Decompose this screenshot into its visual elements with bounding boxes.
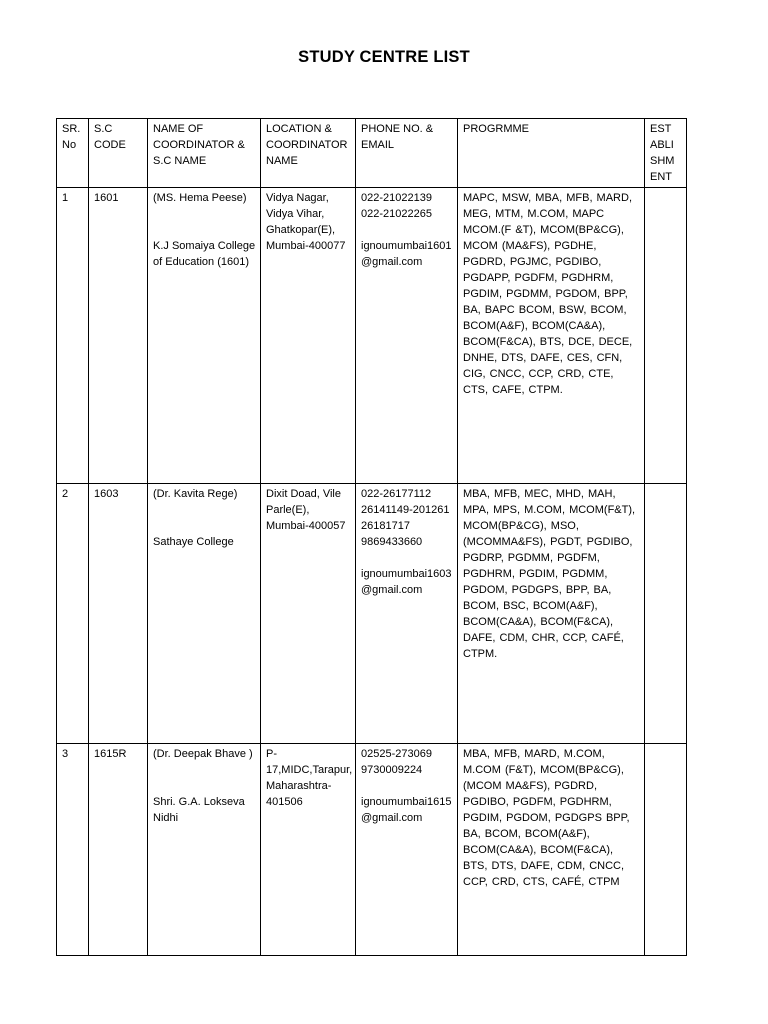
header-programme: PROGRMME: [458, 119, 645, 188]
coordinator-name: (Dr. Deepak Bhave ): [153, 748, 253, 760]
sr-no-cell: 1: [57, 188, 89, 484]
centre-name: Sathaye College: [153, 536, 234, 548]
phone-number: 022-21022139: [361, 192, 432, 204]
phone-number: 02525-273069: [361, 748, 432, 760]
phone-number: 9869433660: [361, 536, 423, 548]
coordinator-cell: [148, 744, 261, 956]
phone-number: 9730009224: [361, 764, 423, 776]
centre-name: K.J Somaiya College of Education (1601): [153, 240, 256, 268]
sc-code-cell: 1601: [89, 188, 148, 484]
email-address: ignoumumbai1601@gmail.com: [361, 240, 452, 268]
programme-cell: MAPC, MSW, MBA, MFB, MARD, MEG, MTM, M.COM, MAPC MCOM.(F &T), MCOM(BP&CG), MCOM (MA&FS), PGDHE, PGDRD, PGJMC, PGDIBO, PGDAPP, PGDFM, PGDHRM, PGDIM, PGDMM, PGDOM, BPP, BA, BAPC BCOM, BSW, BCOM, BCOM(A&F), BCOM(CA&A), BCOM(F&CA), BTS, DCE, DECE, DNHE, DTS, DAFE, CES, CFN, CIG, CNCC, CCP, CRD, CTE, CTS, CAFE, CTPM.: [458, 188, 645, 484]
coordinator-name: (Dr. Kavita Rege): [153, 488, 238, 500]
table-row: [57, 188, 687, 484]
email-address: ignoumumbai1615@gmail.com: [361, 796, 452, 824]
phone-email-cell: [356, 484, 458, 744]
coordinator-cell: [148, 188, 261, 484]
table-row: [57, 484, 687, 744]
header-location: LOCATION & COORDINATOR NAME: [261, 119, 356, 188]
programme-cell: MBA, MFB, MARD, M.COM, M.COM (F&T), MCOM(BP&CG), (MCOM MA&FS), PGDRD, PGDIBO, PGDFM, PGDHRM, PGDIM, PGDOM, PGDGPS BPP, BA, BCOM, BCOM(A&F), BCOM(CA&A), BCOM(F&CA), BTS, DTS, DAFE, CDM, CNCC, CCP, CRD, CTS, CAFÉ, CTPM: [458, 744, 645, 956]
header-sc-code: S.C CODE: [89, 119, 148, 188]
sr-no-cell: 2: [57, 484, 89, 744]
coordinator-cell: [148, 484, 261, 744]
page-title: STUDY CENTRE LIST: [298, 48, 470, 66]
table-row: [57, 744, 687, 956]
header-phone: PHONE NO. & EMAIL: [356, 119, 458, 188]
header-sr-no: SR. No: [57, 119, 89, 188]
phone-number: 022-21022265: [361, 208, 432, 220]
header-establishment: EST ABLI SHM ENT: [645, 119, 687, 188]
phone-email-cell: [356, 744, 458, 956]
coordinator-name: (MS. Hema Peese): [153, 192, 247, 204]
establishment-cell: [645, 188, 687, 484]
email-address: ignoumumbai1603@gmail.com: [361, 568, 452, 596]
table-header-row: [57, 119, 687, 188]
sr-no-cell: 3: [57, 744, 89, 956]
centre-name: Shri. G.A. Lokseva Nidhi: [153, 796, 245, 824]
study-centre-table: [56, 118, 687, 956]
location-cell: Dixit Doad, Vile Parle(E), Mumbai-400057: [261, 484, 356, 744]
programme-cell: MBA, MFB, MEC, MHD, MAH, MPA, MPS, M.COM, MCOM(F&T), MCOM(BP&CG), MSO, (MCOMMA&FS), PGDT, PGDIBO, PGDRP, PGDMM, PGDFM, PGDHRM, PGDIM, PGDMM, PGDOM, PGDGPS, BPP, BA, BCOM, BSC, BCOM(A&F), BCOM(CA&A), BCOM(F&CA), DAFE, CDM, CHR, CCP, CAFÉ, CTPM.: [458, 484, 645, 744]
phone-number: 26141149-20126126181717: [361, 504, 450, 532]
location-cell: P-17,MIDC,Tarapur, Maharashtra-401506: [261, 744, 356, 956]
location-cell: Vidya Nagar, Vidya Vihar, Ghatkopar(E), Mumbai-400077: [261, 188, 356, 484]
sc-code-cell: 1615R: [89, 744, 148, 956]
sc-code-cell: 1603: [89, 484, 148, 744]
phone-number: 022-26177112: [361, 488, 432, 500]
establishment-cell: [645, 744, 687, 956]
establishment-cell: [645, 484, 687, 744]
header-coordinator: NAME OF COORDINATOR & S.C NAME: [148, 119, 261, 188]
phone-email-cell: [356, 188, 458, 484]
